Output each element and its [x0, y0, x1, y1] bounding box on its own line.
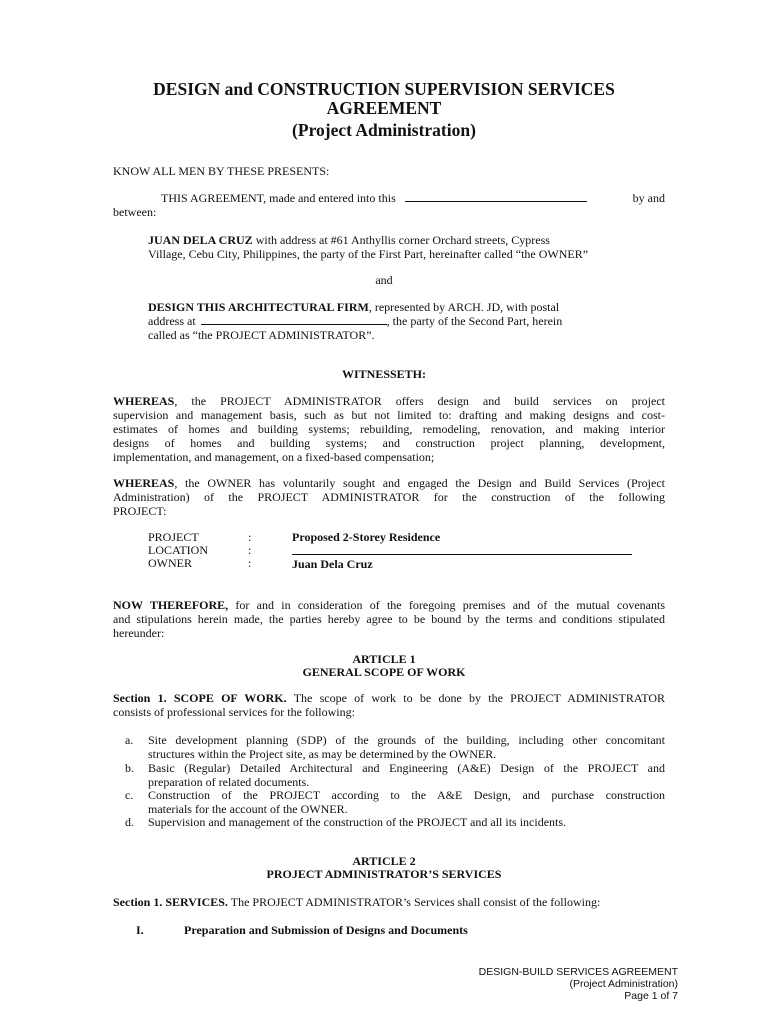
admin-address-label: address at: [148, 314, 196, 328]
article1-section1-line2: consists of professional services for the following:: [113, 705, 355, 719]
now-therefore-line1: [113, 598, 665, 612]
article2-subheading: PROJECT ADMINISTRATOR’S SERVICES: [266, 867, 502, 881]
scope-item-a-line2: structures within the Project site, as may be determined by the OWNER.: [148, 747, 497, 761]
whereas1-line3: estimates of homes and building systems; rebuilding, remodeling, renovation, and making interior: [113, 422, 665, 436]
know-all-men: KNOW ALL MEN BY THESE PRESENTS:: [113, 164, 330, 178]
whereas1-lead: WHEREAS: [113, 394, 175, 408]
location-label: LOCATION: [148, 543, 208, 557]
agreement-intro-text: THIS AGREEMENT, made and entered into this: [161, 191, 396, 205]
admin-second-part: , the party of the Second Part, herein: [386, 314, 563, 328]
article1-section1-line1: [113, 691, 665, 705]
whereas1-line4: designs of homes and building systems; and construction project planning, development,: [113, 436, 665, 450]
scope-item-a-letter: a.: [125, 733, 134, 747]
article2-section1: [113, 895, 665, 909]
admin-party-line3: called as “the PROJECT ADMINISTRATOR”.: [148, 328, 375, 342]
now-therefore-text1: for and in consideration of the foregoing premises and of the mutual covenants: [228, 598, 665, 612]
whereas1-line2: supervision and management basis, such as but not limited to: drafting and making designs and cost-: [113, 408, 665, 422]
scope-item-c-letter: c.: [125, 788, 134, 802]
owner-party-line2: Village, Cebu City, Philippines, the party of the First Part, hereinafter called “the OWNER”: [148, 247, 589, 261]
agreement-between: between:: [113, 205, 157, 219]
postal-address-blank: [201, 314, 387, 325]
now-therefore-lead: NOW THEREFORE,: [113, 598, 229, 612]
article1-section1-text: The scope of work to be done by the PROJECT ADMINISTRATOR: [293, 691, 665, 705]
scope-item-c-line1: Construction of the PROJECT according to the A&E Design, and purchase construction: [148, 788, 665, 802]
article1-heading: ARTICLE 1: [352, 652, 416, 666]
document-subtitle: (Project Administration): [292, 120, 476, 140]
witnesseth-heading: WITNESSETH:: [341, 367, 427, 381]
whereas1-line1: [113, 394, 665, 408]
owner-party-line1: [148, 233, 630, 247]
page-number: Page 1 of 7: [624, 990, 678, 1002]
whereas2-lead: WHEREAS: [113, 476, 175, 490]
article1-section1-lead: Section 1. SCOPE OF WORK.: [113, 691, 287, 705]
roman-numeral-one: I.: [136, 923, 144, 937]
article1-subheading: GENERAL SCOPE OF WORK: [302, 665, 466, 679]
preparation-heading: Preparation and Submission of Designs and Documents: [184, 923, 468, 937]
scope-item-b-line1: Basic (Regular) Detailed Architectural and Engineering (A&E) Design of the PROJECT and: [148, 761, 665, 775]
footer-subtitle: (Project Administration): [569, 978, 678, 990]
scope-item-d-line1: Supervision and management of the construction of the PROJECT and all its incidents.: [148, 815, 567, 829]
document-title-line1: DESIGN and CONSTRUCTION SUPERVISION SERVICES: [153, 79, 615, 99]
whereas1-text1: , the PROJECT ADMINISTRATOR offers design and build services on project: [174, 394, 665, 408]
whereas2-line1: [113, 476, 665, 490]
article2-heading: ARTICLE 2: [352, 854, 416, 868]
location-blank: [292, 554, 632, 555]
whereas2-text1: , the OWNER has voluntarily sought and engaged the Design and Build Services (Project: [174, 476, 665, 490]
agreement-by-and: by and: [632, 191, 665, 205]
project-value: Proposed 2-Storey Residence: [292, 530, 441, 544]
scope-item-b-line2: preparation of related documents.: [148, 775, 310, 789]
now-therefore-line3: hereunder:: [113, 626, 165, 640]
owner-address: with address at #61 Anthyllis corner Orchard streets, Cypress: [255, 233, 550, 247]
admin-party-line2: [148, 314, 630, 328]
owner-label: OWNER: [148, 556, 192, 570]
admin-representative: , represented by ARCH. JD, with postal: [368, 300, 560, 314]
owner-name: JUAN DELA CRUZ: [148, 233, 253, 247]
scope-item-d-letter: d.: [125, 815, 134, 829]
whereas2-line2: Administration) of the PROJECT ADMINISTRATOR for the construction of the following: [113, 490, 665, 504]
admin-party-line1: [148, 300, 630, 314]
scope-item-c-line2: materials for the account of the OWNER.: [148, 802, 348, 816]
owner-sep: :: [248, 556, 252, 570]
now-therefore-line2: and stipulations herein made, the parties hereby agree to be bound by the terms and conditions stipulated: [113, 612, 665, 626]
document-title-line2: AGREEMENT: [326, 98, 442, 118]
date-blank: [405, 191, 587, 202]
project-sep: :: [248, 530, 252, 544]
owner-value: Juan Dela Cruz: [292, 557, 373, 571]
project-label: PROJECT: [148, 530, 199, 544]
whereas1-line5: implementation, and management, on a fixed-based compensation;: [113, 450, 435, 464]
footer-title: DESIGN-BUILD SERVICES AGREEMENT: [478, 966, 678, 978]
agreement-intro: [113, 191, 665, 205]
article2-section1-lead: Section 1. SERVICES.: [113, 895, 228, 909]
admin-firm-name: DESIGN THIS ARCHITECTURAL FIRM: [148, 300, 369, 314]
whereas2-line3: PROJECT:: [113, 504, 167, 518]
and-separator: and: [375, 273, 393, 287]
scope-item-b-letter: b.: [125, 761, 134, 775]
scope-item-a-line1: Site development planning (SDP) of the grounds of the building, including other concomitant: [148, 733, 665, 747]
location-sep: :: [248, 543, 252, 557]
article2-section1-text: The PROJECT ADMINISTRATOR’s Services shall consist of the following:: [230, 895, 601, 909]
